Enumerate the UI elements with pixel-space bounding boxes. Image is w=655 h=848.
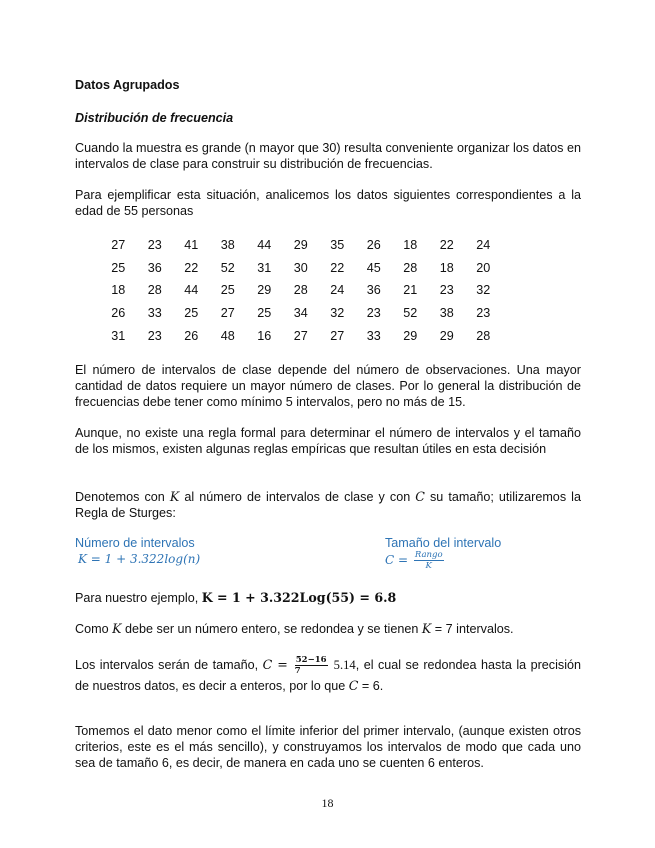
paragraph-rules: Aunque, no existe una regla formal para determinar el número de intervalos y el tamaño de los mismos, existen algunas reglas empíricas que resultan útiles en esta decisión xyxy=(75,426,581,456)
fraction-denominator: 7 xyxy=(294,666,301,677)
table-cell: 20 xyxy=(476,260,491,275)
table-cell: 26 xyxy=(184,328,199,343)
formula-size xyxy=(385,550,501,571)
table-cell: 18 xyxy=(403,238,418,253)
table-cell: 33 xyxy=(366,328,381,343)
table-cell: 26 xyxy=(111,306,126,321)
paragraph-interval-size xyxy=(75,655,581,696)
var-k: K xyxy=(421,621,432,636)
fraction xyxy=(414,550,444,571)
fraction-numerator: Rango xyxy=(414,550,443,560)
fraction-numerator: 52−16 xyxy=(295,655,327,666)
paragraph-intervals: El número de intervalos de clase depende del número de observaciones. Una mayor cantidad de datos requiere un mayor número de clases. Por lo general la distribución de frecuencias debe tener como mínimo 5 intervalos, pero no más de 15. xyxy=(75,363,581,409)
table-row xyxy=(100,234,502,257)
text: su tamaño; utilizaremos la Regla de Sturges: xyxy=(75,490,581,520)
table-cell: 33 xyxy=(147,306,162,321)
table-cell: 48 xyxy=(220,328,235,343)
table-cell: 29 xyxy=(293,238,308,253)
table-cell: 27 xyxy=(111,238,126,253)
paragraph-construct: Tomemos el dato menor como el límite inferior del primer intervalo, (aunque existen otros criterios, este es el más sencillo), y construyamos los intervalos de modo que cada uno sea de tamaño 6, es decir, de manera en cada uno se cuenten 6 enteros. xyxy=(75,724,581,770)
table-cell: 34 xyxy=(293,306,308,321)
table-cell: 28 xyxy=(293,283,308,298)
section-subheading: Distribución de frecuencia xyxy=(75,111,234,125)
value: 5.14 xyxy=(329,658,356,672)
table-cell: 23 xyxy=(147,238,162,253)
formula-size-label: Tamaño del intervalo xyxy=(385,536,502,550)
table-cell: 36 xyxy=(147,260,162,275)
text: Los intervalos serán de tamaño, xyxy=(75,658,263,672)
table-cell: 38 xyxy=(220,238,235,253)
page-number: 18 xyxy=(321,796,334,810)
formula-intervals-block xyxy=(75,535,200,567)
table-cell: 28 xyxy=(403,260,418,275)
var-k: K xyxy=(169,489,180,504)
table-cell: 52 xyxy=(403,306,418,321)
table-cell: 27 xyxy=(220,306,235,321)
text: Para nuestro ejemplo, xyxy=(75,591,202,605)
table-cell: 25 xyxy=(220,283,235,298)
table-cell: 45 xyxy=(366,260,381,275)
table-cell: 23 xyxy=(439,283,454,298)
paragraph-our-example xyxy=(75,590,581,606)
fraction xyxy=(295,655,328,676)
table-cell: 31 xyxy=(257,260,272,275)
table-cell: 44 xyxy=(257,238,272,253)
var-k: K xyxy=(112,621,122,636)
page-heading: Datos Agrupados xyxy=(75,78,180,92)
table-cell: 28 xyxy=(147,283,162,298)
table-row xyxy=(100,257,502,280)
table-cell: 52 xyxy=(220,260,235,275)
table-cell: 29 xyxy=(439,328,454,343)
paragraph-sturges xyxy=(75,489,581,521)
table-cell: 29 xyxy=(257,283,272,298)
formula-size-block xyxy=(385,535,501,571)
formula-example: K = 1 + 3.322Log(55) = 6.8 xyxy=(201,590,397,605)
table-cell: 18 xyxy=(439,260,454,275)
paragraph-intro: Cuando la muestra es grande (n mayor que 30) resulta conveniente organizar los datos en intervalos de clase para construir su distribución de frecuencias. xyxy=(75,141,581,171)
var-c: C xyxy=(415,489,425,504)
table-cell: 25 xyxy=(111,260,126,275)
table-row xyxy=(100,279,502,302)
table-cell: 30 xyxy=(293,260,308,275)
table-row xyxy=(100,302,502,325)
text: Denotemos con xyxy=(75,490,170,504)
formula-intervals: K = 1 + 3.322log(n) xyxy=(78,552,201,566)
paragraph-rounding xyxy=(75,621,581,637)
text: debe ser un número entero, se redondea y se tienen xyxy=(121,622,422,636)
formula-intervals-label: Número de intervalos xyxy=(75,536,195,550)
table-cell: 28 xyxy=(476,328,491,343)
table-cell: 29 xyxy=(403,328,418,343)
text: Como xyxy=(75,622,113,636)
table-cell: 21 xyxy=(403,283,418,298)
table-row xyxy=(100,324,502,347)
table-cell: 27 xyxy=(330,328,345,343)
table-cell: 26 xyxy=(366,238,381,253)
formula-lhs: C = xyxy=(262,657,293,672)
text: = 7 intervalos. xyxy=(431,622,514,636)
table-cell: 22 xyxy=(184,260,199,275)
table-cell: 36 xyxy=(366,283,381,298)
var-c: C xyxy=(348,678,359,694)
table-cell: 23 xyxy=(147,328,162,343)
table-cell: 22 xyxy=(439,238,454,253)
table-cell: 35 xyxy=(330,238,345,253)
table-cell: 31 xyxy=(111,328,126,343)
table-cell: 23 xyxy=(476,306,491,321)
table-cell: 23 xyxy=(366,306,381,321)
table-cell: 22 xyxy=(330,260,345,275)
table-cell: 32 xyxy=(476,283,491,298)
table-cell: 16 xyxy=(257,328,272,343)
text: = 6. xyxy=(358,679,384,694)
table-cell: 25 xyxy=(184,306,199,321)
text: al número de intervalos de clase y con xyxy=(179,490,416,504)
fraction-denominator: K xyxy=(425,561,432,571)
table-cell: 18 xyxy=(111,283,126,298)
text: , el cual se redondea hasta la precisión de nuestros datos, es decir a enteros, por lo que xyxy=(75,658,581,694)
ages-data-table xyxy=(100,234,502,347)
table-cell: 38 xyxy=(439,306,454,321)
table-cell: 44 xyxy=(184,283,199,298)
table-cell: 25 xyxy=(257,306,272,321)
table-cell: 24 xyxy=(476,238,491,253)
table-cell: 32 xyxy=(330,306,345,321)
formula-size-lhs: C = xyxy=(385,553,412,567)
paragraph-example: Para ejemplificar esta situación, analicemos los datos siguientes correspondientes a la edad de 55 personas xyxy=(75,188,581,218)
table-cell: 41 xyxy=(184,238,199,253)
table-cell: 24 xyxy=(330,283,345,298)
table-cell: 27 xyxy=(293,328,308,343)
